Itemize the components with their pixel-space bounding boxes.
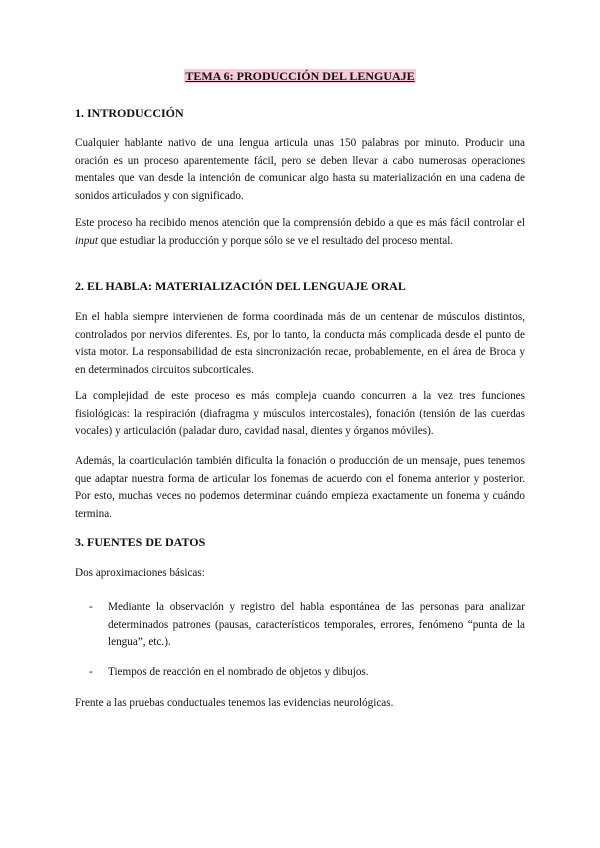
paragraph-el-habla-1: En el habla siempre intervienen de forma coordinada más de un centenar de músculos distintos, controlados por nervios diferentes. Es, por lo tanto, la conducta más complicada desde el punto de vista motor. La responsabilidad de esta sincronización recae, probablemente, en el área de Broca y en determinados circuitos subcorticales. bbox=[75, 311, 525, 376]
section-heading-fuentes-de-datos: 3. FUENTES DE DATOS bbox=[75, 535, 206, 549]
paragraph-introduccion-2 bbox=[75, 215, 525, 250]
bullet-marker: - bbox=[89, 666, 93, 678]
paragraph-text: que estudiar la producción y porque sólo se ve el resultado del proceso mental. bbox=[98, 234, 454, 247]
section-heading-el-habla: 2. EL HABLA: MATERIALIZACIÓN DEL LENGUAJE ORAL bbox=[75, 279, 406, 293]
document-title-text: TEMA 6: PRODUCCIÓN DEL LENGUAJE bbox=[185, 69, 415, 83]
bullet-item-tiempos-reaccion: Tiempos de reacción en el nombrado de objetos y dibujos. bbox=[108, 666, 369, 678]
bullet-item-observacion: Mediante la observación y registro del habla espontánea de las personas para analizar determinados patrones (pausas, característicos temporales, errores, fenómeno “punta de la lengua”, etc.). bbox=[108, 601, 525, 648]
italic-term: input bbox=[75, 234, 98, 247]
paragraph-introduccion-1: Cualquier hablante nativo de una lengua articula unas 150 palabras por minuto. Producir una oración es un proceso aparentemente fácil, pero se deben llevar a cabo numerosas operaciones mentales que van desde la intención de comunicar algo hasta su materialización en una cadena de sonidos articulados y con significado. bbox=[75, 137, 525, 202]
bullet-marker: - bbox=[89, 601, 93, 613]
paragraph-text: Este proceso ha recibido menos atención que la comprensión debido a que es más fácil controlar el bbox=[75, 217, 525, 229]
document-title bbox=[0, 69, 600, 84]
paragraph-el-habla-2: La complejidad de este proceso es más compleja cuando concurren a la vez tres funciones fisiológicas: la respiración (diafragma y músculos intercostales), fonación (tensión de las cuerdas vocales) y articulación (paladar duro, cavidad nasal, dientes y órganos móviles). bbox=[75, 390, 525, 437]
paragraph-fuentes-intro: Dos aproximaciones básicas: bbox=[75, 567, 205, 579]
paragraph-fuentes-closing: Frente a las pruebas conductuales tenemos las evidencias neurológicas. bbox=[75, 697, 394, 709]
section-heading-introduccion: 1. INTRODUCCIÓN bbox=[75, 106, 184, 120]
paragraph-el-habla-3: Además, la coarticulación también dificulta la fonación o producción de un mensaje, pues tenemos que adaptar nuestra forma de articular los fonemas de acuerdo con el fonema anterior y posterior. Por esto, muchas veces no podemos determinar cuándo empieza exactamente un fonema y cuándo termina. bbox=[75, 455, 525, 520]
